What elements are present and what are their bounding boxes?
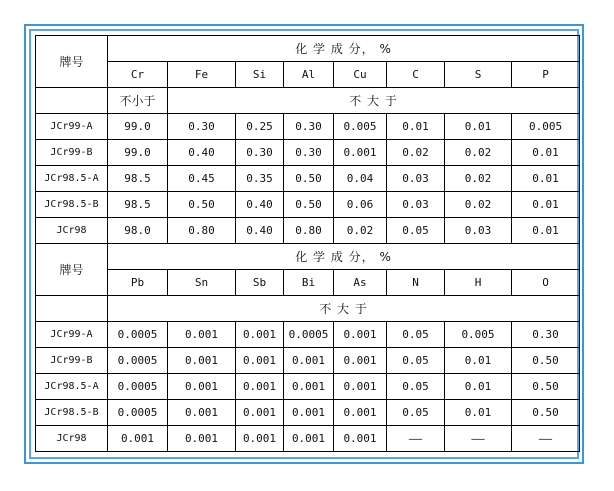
element-header: H bbox=[445, 270, 512, 296]
value-cell: 0.0005 bbox=[108, 400, 168, 426]
value-cell: 0.001 bbox=[334, 426, 387, 452]
value-cell: 0.50 bbox=[284, 166, 334, 192]
value-cell: 0.50 bbox=[284, 192, 334, 218]
element-header: P bbox=[512, 62, 580, 88]
value-cell: 0.30 bbox=[512, 322, 580, 348]
value-cell: 0.80 bbox=[168, 218, 236, 244]
grade-cell: JCr98 bbox=[36, 426, 108, 452]
value-cell: 98.5 bbox=[108, 166, 168, 192]
element-header: Cu bbox=[334, 62, 387, 88]
value-cell: 0.001 bbox=[236, 322, 284, 348]
value-cell: 0.01 bbox=[512, 140, 580, 166]
value-cell: 0.001 bbox=[334, 348, 387, 374]
value-cell: 0.001 bbox=[284, 426, 334, 452]
value-cell: 0.25 bbox=[236, 114, 284, 140]
value-cell: 0.01 bbox=[445, 374, 512, 400]
grade-cell: JCr98 bbox=[36, 218, 108, 244]
value-cell: 0.30 bbox=[284, 140, 334, 166]
table-row bbox=[36, 166, 580, 192]
value-cell: —— bbox=[445, 426, 512, 452]
value-cell: 0.001 bbox=[168, 426, 236, 452]
value-cell: 0.50 bbox=[168, 192, 236, 218]
value-cell: 0.30 bbox=[284, 114, 334, 140]
element-header: Fe bbox=[168, 62, 236, 88]
value-cell: 0.06 bbox=[334, 192, 387, 218]
value-cell: 0.001 bbox=[236, 348, 284, 374]
grade-cell: JCr99-B bbox=[36, 348, 108, 374]
value-cell: 0.02 bbox=[334, 218, 387, 244]
value-cell: 0.30 bbox=[168, 114, 236, 140]
table-row bbox=[36, 114, 580, 140]
value-cell: 0.0005 bbox=[108, 374, 168, 400]
value-cell: 0.005 bbox=[334, 114, 387, 140]
table-row bbox=[36, 374, 580, 400]
table-row bbox=[36, 140, 580, 166]
value-cell: 0.005 bbox=[512, 114, 580, 140]
value-cell: 0.01 bbox=[512, 166, 580, 192]
value-cell: 0.001 bbox=[236, 374, 284, 400]
value-cell: 0.03 bbox=[387, 166, 445, 192]
grade-cell: JCr98.5-B bbox=[36, 400, 108, 426]
element-header: Al bbox=[284, 62, 334, 88]
element-header: C bbox=[387, 62, 445, 88]
value-cell: 0.45 bbox=[168, 166, 236, 192]
value-cell: 0.001 bbox=[236, 426, 284, 452]
max-label: 不 大 于 bbox=[108, 296, 580, 322]
value-cell: 0.001 bbox=[334, 400, 387, 426]
value-cell: 0.001 bbox=[168, 322, 236, 348]
value-cell: 0.01 bbox=[512, 218, 580, 244]
table-row bbox=[36, 426, 580, 452]
element-header: O bbox=[512, 270, 580, 296]
value-cell: 0.02 bbox=[387, 140, 445, 166]
grade-cell: JCr98.5-A bbox=[36, 374, 108, 400]
element-header: As bbox=[334, 270, 387, 296]
value-cell: 0.05 bbox=[387, 400, 445, 426]
table-row bbox=[36, 218, 580, 244]
element-header: Sb bbox=[236, 270, 284, 296]
value-cell: 0.01 bbox=[387, 114, 445, 140]
value-cell: 0.001 bbox=[334, 140, 387, 166]
grade-cell: JCr98.5-B bbox=[36, 192, 108, 218]
value-cell: 99.0 bbox=[108, 114, 168, 140]
composition-table bbox=[35, 35, 580, 452]
table-row bbox=[36, 322, 580, 348]
value-cell: 99.0 bbox=[108, 140, 168, 166]
value-cell: 0.04 bbox=[334, 166, 387, 192]
value-cell: 0.0005 bbox=[108, 348, 168, 374]
value-cell: 0.02 bbox=[445, 140, 512, 166]
grade-cell: JCr99-A bbox=[36, 114, 108, 140]
value-cell: —— bbox=[512, 426, 580, 452]
value-cell: 0.02 bbox=[445, 166, 512, 192]
grade-cell: JCr99-A bbox=[36, 322, 108, 348]
value-cell: 0.03 bbox=[387, 192, 445, 218]
element-header: Bi bbox=[284, 270, 334, 296]
table-row bbox=[36, 192, 580, 218]
value-cell: 0.001 bbox=[108, 426, 168, 452]
min-label: 不小于 bbox=[108, 88, 168, 114]
value-cell: 0.40 bbox=[236, 192, 284, 218]
value-cell: 0.0005 bbox=[108, 322, 168, 348]
value-cell: 0.35 bbox=[236, 166, 284, 192]
value-cell: 0.0005 bbox=[284, 322, 334, 348]
value-cell: 0.50 bbox=[512, 400, 580, 426]
value-cell: 0.05 bbox=[387, 374, 445, 400]
element-header: N bbox=[387, 270, 445, 296]
value-cell: 0.02 bbox=[445, 192, 512, 218]
value-cell: 0.40 bbox=[168, 140, 236, 166]
grade-cell: JCr99-B bbox=[36, 140, 108, 166]
grade-header: 牌号 bbox=[36, 244, 108, 296]
value-cell: 0.05 bbox=[387, 322, 445, 348]
element-header: Pb bbox=[108, 270, 168, 296]
value-cell: 0.01 bbox=[512, 192, 580, 218]
blank-cell bbox=[36, 88, 108, 114]
value-cell: 0.001 bbox=[334, 322, 387, 348]
value-cell: 0.005 bbox=[445, 322, 512, 348]
table-row bbox=[36, 348, 580, 374]
value-cell: 0.40 bbox=[236, 218, 284, 244]
max-label: 不 大 于 bbox=[168, 88, 580, 114]
value-cell: 0.80 bbox=[284, 218, 334, 244]
composition-title: 化 学 成 分， % bbox=[108, 244, 580, 270]
grade-header: 牌号 bbox=[36, 36, 108, 88]
element-header: Cr bbox=[108, 62, 168, 88]
value-cell: 0.001 bbox=[284, 348, 334, 374]
value-cell: 98.0 bbox=[108, 218, 168, 244]
value-cell: 0.50 bbox=[512, 374, 580, 400]
value-cell: 0.01 bbox=[445, 348, 512, 374]
value-cell: 0.01 bbox=[445, 400, 512, 426]
value-cell: 0.001 bbox=[236, 400, 284, 426]
table-row bbox=[36, 400, 580, 426]
element-header: S bbox=[445, 62, 512, 88]
value-cell: 0.001 bbox=[168, 374, 236, 400]
grade-cell: JCr98.5-A bbox=[36, 166, 108, 192]
blank-cell bbox=[36, 296, 108, 322]
element-header: Si bbox=[236, 62, 284, 88]
value-cell: 0.001 bbox=[168, 400, 236, 426]
value-cell: 0.50 bbox=[512, 348, 580, 374]
value-cell: 98.5 bbox=[108, 192, 168, 218]
value-cell: 0.001 bbox=[334, 374, 387, 400]
value-cell: 0.05 bbox=[387, 218, 445, 244]
value-cell: 0.30 bbox=[236, 140, 284, 166]
value-cell: 0.001 bbox=[168, 348, 236, 374]
value-cell: 0.001 bbox=[284, 400, 334, 426]
composition-title: 化 学 成 分， % bbox=[108, 36, 580, 62]
element-header: Sn bbox=[168, 270, 236, 296]
value-cell: 0.03 bbox=[445, 218, 512, 244]
value-cell: 0.001 bbox=[284, 374, 334, 400]
value-cell: 0.05 bbox=[387, 348, 445, 374]
value-cell: 0.01 bbox=[445, 114, 512, 140]
value-cell: —— bbox=[387, 426, 445, 452]
